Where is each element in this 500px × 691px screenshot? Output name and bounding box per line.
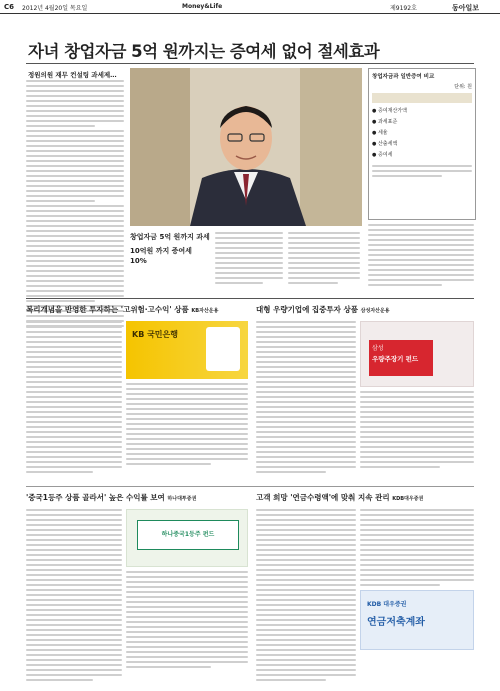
table-row: ● 세율 bbox=[372, 130, 388, 136]
page-number: C6 bbox=[4, 3, 15, 11]
article-column-3 bbox=[288, 232, 360, 287]
article-headline: 복리개념을 반영한 투자하는 '고위험·고수익' 상품 bbox=[26, 305, 189, 314]
rule bbox=[26, 63, 474, 64]
hana-ad bbox=[126, 509, 248, 567]
article-source: 하나대투증권 bbox=[167, 496, 197, 502]
table-unit: 단위: 원 bbox=[454, 84, 472, 90]
issue-date: 2012년 4월20일 목요일 bbox=[22, 5, 88, 12]
table-row: ● 증여세 bbox=[372, 152, 393, 158]
table-row: ● 산출세액 bbox=[372, 141, 398, 147]
article-column-1 bbox=[26, 80, 124, 330]
portrait-illustration bbox=[130, 68, 362, 226]
article-headline: '중국1등주 상품 골라서' 높은 수익률 보여 bbox=[26, 493, 165, 502]
article-column-2 bbox=[215, 232, 283, 287]
samsung-product-box: 삼성 우량주장기 펀드 bbox=[369, 340, 433, 376]
kdb-ad: KDB 대우증권 연금저축계좌 bbox=[360, 590, 474, 650]
article-source: KDB대우증권 bbox=[392, 496, 424, 502]
pull-quote-1: 창업자금 5억 원까지 과세 10억원 까지 증여세 10% bbox=[130, 233, 210, 265]
edition-number: 제9192호 bbox=[390, 5, 417, 12]
person-photo bbox=[130, 68, 362, 226]
article-kb bbox=[26, 304, 248, 480]
table-row: ● 과세표준 bbox=[372, 119, 398, 125]
samsung-ad bbox=[360, 321, 474, 387]
table-row: ● 증여재산가액 bbox=[372, 108, 407, 114]
article-samsung bbox=[256, 304, 474, 480]
article-column-4 bbox=[368, 224, 474, 289]
comparison-table bbox=[368, 68, 476, 220]
table-header bbox=[372, 93, 472, 103]
paper-name: 동아일보 bbox=[452, 4, 480, 12]
table-title: 창업자금과 일반증여 비교 bbox=[372, 74, 435, 80]
section-rule bbox=[26, 486, 474, 487]
section-rule bbox=[26, 298, 474, 299]
page-header bbox=[0, 0, 500, 14]
section-name: Money&Life bbox=[182, 3, 223, 10]
article-source: KB자산운용 bbox=[191, 308, 219, 314]
article-kdb bbox=[256, 492, 474, 682]
article-hana bbox=[26, 492, 248, 682]
article-headline: 대형 우량기업에 집중투자 상품 bbox=[256, 305, 359, 314]
byline: 정원의원 재무 컨설팅 과세제… bbox=[28, 71, 117, 79]
ad-figure bbox=[206, 327, 240, 371]
article-headline: 고객 희망 '연금수령액'에 맞춰 지속 관리 bbox=[256, 493, 390, 502]
hana-product-box: 하나중국1등주 펀드 bbox=[137, 520, 239, 550]
main-headline: 자녀 창업자금 5억 원까지는 증여세 없어 절세효과 bbox=[28, 42, 380, 61]
article-source: 삼성자산운용 bbox=[360, 308, 390, 314]
kb-ad-banner: KB 국민은행 bbox=[126, 321, 248, 379]
